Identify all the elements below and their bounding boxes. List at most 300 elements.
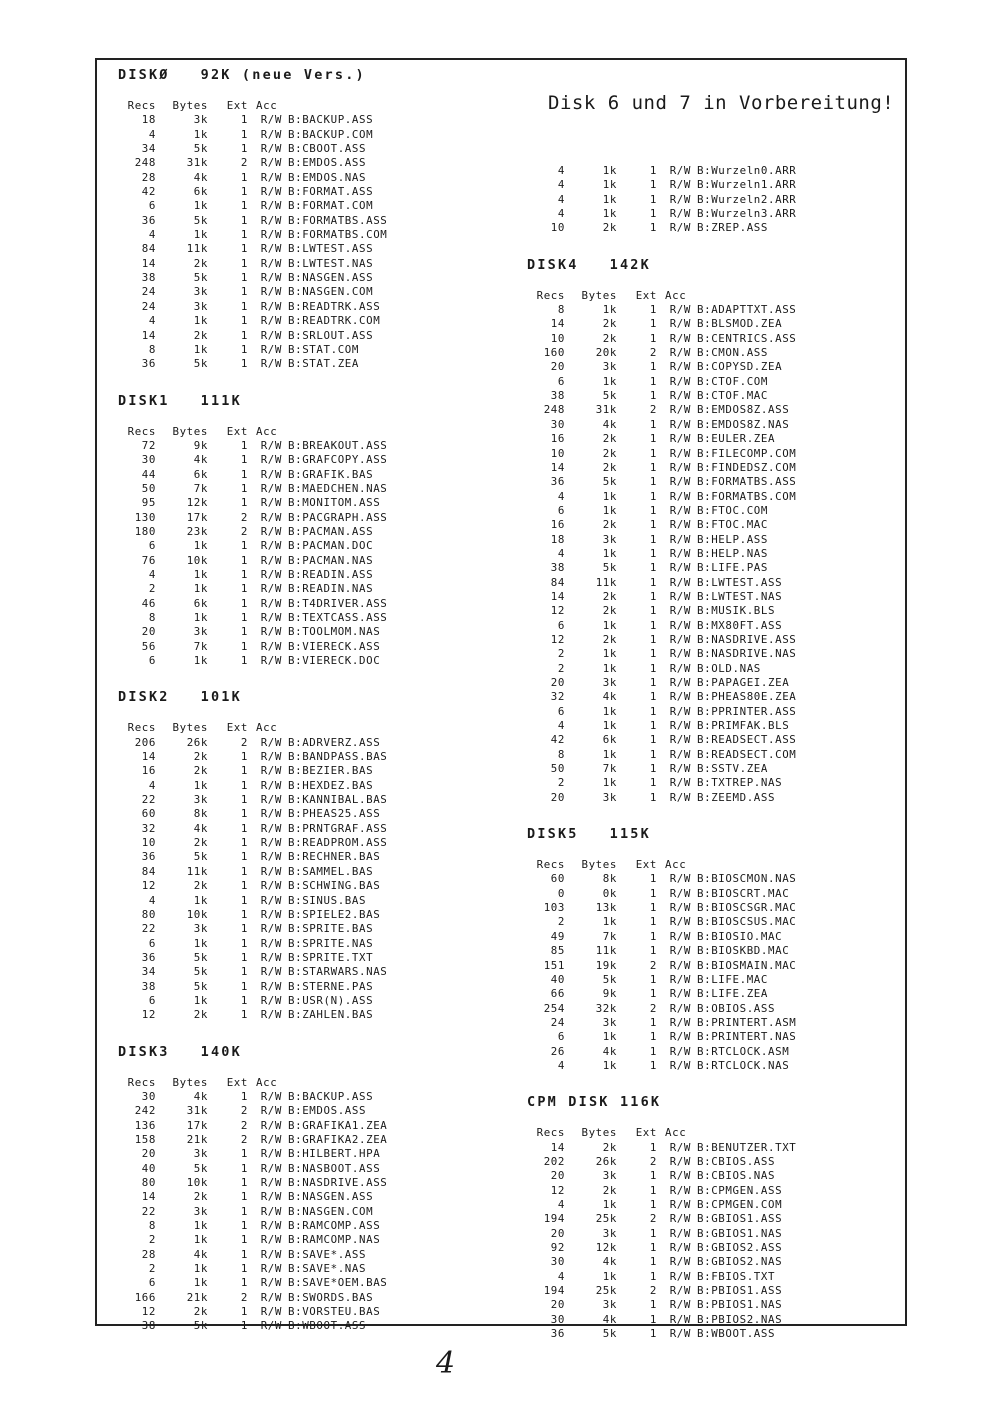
ext-cell: 2: [649, 346, 657, 360]
filename-cell: B:GRAFIK.BAS: [288, 467, 374, 481]
recs-cell: 4: [557, 489, 565, 503]
bytes-cell: 1k: [602, 192, 617, 206]
filename-cell: B:NASDRIVE.NAS: [697, 647, 797, 661]
recs-cell: 12: [550, 632, 565, 646]
file-row: [527, 346, 907, 360]
ext-cell: 1: [240, 1176, 248, 1189]
ext-cell: 1: [649, 1140, 657, 1154]
acc-cell: R/W: [669, 762, 691, 776]
acc-cell: R/W: [669, 589, 691, 603]
filename-cell: B:WBOOT.ASS: [697, 1327, 776, 1341]
bytes-cell: 1k: [602, 1197, 617, 1211]
filename-cell: B:NASBOOT.ASS: [288, 1161, 381, 1175]
recs-cell: 49: [550, 929, 565, 943]
acc-cell: R/W: [669, 1327, 691, 1341]
header-bytes: Bytes: [581, 288, 617, 302]
column-header: [527, 289, 907, 303]
file-row: [118, 582, 438, 596]
notice-text: Disk 6 und 7 in Vorbereitung!: [548, 92, 895, 114]
recs-cell: 6: [557, 704, 565, 718]
acc-cell: R/W: [669, 676, 691, 689]
file-row: [527, 719, 907, 733]
ext-cell: 1: [240, 481, 248, 495]
acc-cell: R/W: [260, 1176, 282, 1189]
file-row: [527, 590, 907, 604]
recs-cell: 38: [550, 561, 565, 575]
filename-cell: B:ADRVERZ.ASS: [288, 735, 381, 749]
filename-cell: B:PRNTGRAF.ASS: [288, 821, 388, 835]
recs-cell: 130: [134, 510, 156, 524]
acc-cell: R/W: [260, 1190, 282, 1204]
acc-cell: R/W: [669, 178, 691, 192]
recs-cell: 32: [141, 821, 156, 835]
acc-cell: R/W: [260, 1233, 282, 1247]
filename-cell: B:FORMATBS.COM: [697, 489, 797, 503]
recs-cell: 24: [141, 285, 156, 299]
column-header: [118, 721, 438, 735]
header-acc: Acc: [256, 99, 278, 112]
file-row: [118, 128, 438, 142]
filename-cell: B:BENUTZER.TXT: [697, 1140, 797, 1154]
acc-cell: R/W: [669, 618, 691, 632]
header-acc: Acc: [256, 424, 278, 438]
filename-cell: B:READSECT.COM: [697, 747, 797, 761]
file-row: [527, 705, 907, 719]
recs-cell: 40: [141, 1161, 156, 1175]
file-row: [527, 164, 907, 178]
filename-cell: B:CPMGEN.COM: [697, 1197, 783, 1211]
bytes-cell: 6k: [193, 185, 208, 199]
filename-cell: B:RAMCOMP.NAS: [288, 1233, 381, 1247]
file-row: [118, 156, 438, 170]
file-row: [118, 525, 438, 539]
file-row: [118, 865, 438, 879]
header-bytes: Bytes: [172, 424, 208, 438]
ext-cell: 1: [649, 432, 657, 446]
acc-cell: R/W: [669, 747, 691, 761]
recs-cell: 14: [141, 750, 156, 764]
acc-cell: R/W: [669, 432, 691, 446]
bytes-cell: 3k: [602, 532, 617, 546]
bytes-cell: 2k: [193, 750, 208, 764]
page-number: 4: [436, 1346, 456, 1381]
file-row: [527, 461, 907, 475]
file-row: [118, 836, 438, 850]
file-row: [527, 403, 907, 417]
acc-cell: R/W: [669, 690, 691, 704]
filename-cell: B:MONITOM.ASS: [288, 496, 381, 510]
acc-cell: R/W: [669, 886, 691, 900]
ext-cell: 1: [240, 850, 248, 864]
ext-cell: 1: [240, 328, 248, 342]
file-row: [527, 504, 907, 518]
bytes-cell: 4k: [602, 690, 617, 704]
recs-cell: 80: [141, 1176, 156, 1189]
recs-cell: 194: [543, 1212, 565, 1226]
file-row: [118, 539, 438, 553]
bytes-cell: 1k: [602, 207, 617, 221]
file-row: [118, 199, 438, 213]
recs-cell: 6: [148, 936, 156, 950]
ext-cell: 1: [649, 207, 657, 221]
recs-cell: 60: [141, 807, 156, 821]
filename-cell: B:GRAFIKA1.ZEA: [288, 1118, 388, 1132]
recs-cell: 4: [557, 1058, 565, 1072]
bytes-cell: 1k: [193, 936, 208, 950]
recs-cell: 242: [134, 1104, 156, 1118]
bytes-cell: 3k: [193, 113, 208, 127]
file-row: [118, 1319, 438, 1333]
acc-cell: R/W: [669, 1183, 691, 1197]
recs-cell: 4: [148, 228, 156, 242]
bytes-cell: 5k: [193, 1319, 208, 1333]
header-ext: Ext: [635, 288, 657, 302]
ext-cell: 1: [649, 604, 657, 618]
ext-cell: 1: [240, 836, 248, 850]
bytes-cell: 5k: [193, 1161, 208, 1175]
bytes-cell: 2k: [193, 764, 208, 778]
ext-cell: 1: [240, 864, 248, 878]
filename-cell: B:MUSIK.BLS: [697, 604, 776, 618]
recs-cell: 84: [141, 242, 156, 256]
ext-cell: 1: [240, 1219, 248, 1233]
bytes-cell: 2k: [193, 328, 208, 342]
recs-cell: 66: [550, 987, 565, 1001]
recs-cell: 40: [550, 972, 565, 986]
bytes-cell: 1k: [602, 546, 617, 560]
ext-cell: 1: [240, 185, 248, 199]
recs-cell: 14: [550, 317, 565, 331]
filename-cell: B:BIOSCMON.NAS: [697, 872, 797, 886]
acc-cell: R/W: [669, 632, 691, 646]
ext-cell: 2: [240, 524, 248, 538]
filename-cell: B:PACGRAPH.ASS: [288, 510, 388, 524]
recs-cell: 4: [557, 207, 565, 221]
acc-cell: R/W: [669, 575, 691, 589]
ext-cell: 2: [649, 1001, 657, 1015]
acc-cell: R/W: [669, 872, 691, 886]
acc-cell: R/W: [260, 993, 282, 1007]
recs-cell: 6: [148, 539, 156, 553]
ext-cell: 1: [649, 690, 657, 704]
filename-cell: B:READSECT.ASS: [697, 733, 797, 747]
acc-cell: R/W: [669, 733, 691, 747]
file-row: [527, 547, 907, 561]
ext-cell: 1: [649, 1269, 657, 1283]
recs-cell: 14: [141, 1190, 156, 1204]
acc-cell: R/W: [260, 496, 282, 510]
file-row: [118, 793, 438, 807]
filename-cell: B:SAVE*.ASS: [288, 1247, 367, 1261]
filename-cell: B:RTCLOCK.NAS: [697, 1058, 790, 1072]
acc-cell: R/W: [260, 1319, 282, 1333]
ext-cell: 2: [649, 1284, 657, 1298]
ext-cell: 2: [240, 1132, 248, 1146]
bytes-cell: 5k: [602, 561, 617, 575]
ext-cell: 1: [240, 907, 248, 921]
file-row: [118, 511, 438, 525]
filename-cell: B:HILBERT.HPA: [288, 1147, 381, 1161]
ext-cell: 1: [649, 589, 657, 603]
acc-cell: R/W: [669, 374, 691, 388]
bytes-cell: 11k: [186, 864, 208, 878]
top-spacer: [527, 94, 907, 164]
filename-cell: B:TOOLMOM.NAS: [288, 625, 381, 639]
bytes-cell: 3k: [602, 1015, 617, 1029]
acc-cell: R/W: [260, 821, 282, 835]
ext-cell: 1: [240, 142, 248, 156]
recs-cell: 12: [141, 879, 156, 893]
filename-cell: B:PBIOS1.ASS: [697, 1284, 783, 1298]
bytes-cell: 12k: [186, 496, 208, 510]
acc-cell: R/W: [260, 1161, 282, 1175]
filename-cell: B:PRINTERT.NAS: [697, 1030, 797, 1044]
filename-cell: B:ADAPTTXT.ASS: [697, 303, 797, 317]
acc-cell: R/W: [260, 328, 282, 342]
acc-cell: R/W: [260, 836, 282, 850]
filename-cell: B:BANDPASS.BAS: [288, 750, 388, 764]
ext-cell: 1: [649, 374, 657, 388]
bytes-cell: 6k: [602, 733, 617, 747]
acc-cell: R/W: [669, 647, 691, 661]
acc-cell: R/W: [669, 503, 691, 517]
ext-cell: 2: [649, 1154, 657, 1168]
ext-cell: 1: [649, 1015, 657, 1029]
filename-cell: B:SPRITE.BAS: [288, 922, 374, 936]
recs-cell: 38: [141, 1319, 156, 1333]
filename-cell: B:STARWARS.NAS: [288, 965, 388, 979]
ext-cell: 1: [649, 561, 657, 575]
ext-cell: 1: [649, 575, 657, 589]
bytes-cell: 1k: [193, 539, 208, 553]
acc-cell: R/W: [669, 192, 691, 206]
filename-cell: B:NASGEN.ASS: [288, 271, 374, 285]
acc-cell: R/W: [260, 213, 282, 227]
recs-cell: 4: [557, 1269, 565, 1283]
bytes-cell: 23k: [186, 524, 208, 538]
recs-cell: 6: [148, 199, 156, 213]
filename-cell: B:FORMATBS.ASS: [697, 475, 797, 489]
filename-cell: B:STAT.COM: [288, 342, 360, 356]
file-row: [118, 736, 438, 750]
bytes-cell: 7k: [602, 929, 617, 943]
file-row: [527, 221, 907, 235]
filename-cell: B:LIFE.MAC: [697, 972, 769, 986]
file-row: [527, 872, 907, 886]
recs-cell: 6: [148, 993, 156, 1007]
filename-cell: B:EMDOS8Z.ASS: [697, 403, 790, 417]
recs-cell: 2: [148, 582, 156, 596]
header-bytes: Bytes: [172, 721, 208, 735]
ext-cell: 1: [649, 944, 657, 958]
recs-cell: 30: [141, 453, 156, 467]
ext-cell: 1: [649, 192, 657, 206]
recs-cell: 36: [550, 475, 565, 489]
acc-cell: R/W: [260, 1132, 282, 1146]
ext-cell: 1: [649, 489, 657, 503]
filename-cell: B:PACMAN.DOC: [288, 539, 374, 553]
header-bytes: Bytes: [172, 1075, 208, 1089]
filename-cell: B:BACKUP.ASS: [288, 113, 374, 127]
filename-cell: B:MX80FT.ASS: [697, 618, 783, 632]
ext-cell: 1: [240, 1319, 248, 1333]
bytes-cell: 3k: [193, 793, 208, 807]
bytes-cell: 3k: [602, 1226, 617, 1240]
acc-cell: R/W: [260, 1305, 282, 1319]
ext-cell: 1: [649, 676, 657, 689]
filename-cell: B:EMDOS8Z.NAS: [697, 417, 790, 431]
bytes-cell: 4k: [193, 1089, 208, 1103]
acc-cell: R/W: [260, 438, 282, 452]
acc-cell: R/W: [260, 625, 282, 639]
recs-cell: 4: [557, 1197, 565, 1211]
right-column: [527, 94, 907, 1341]
file-row: [527, 1298, 907, 1312]
recs-cell: 6: [148, 654, 156, 668]
filename-cell: B:LWTEST.NAS: [697, 589, 783, 603]
filename-cell: B:FINDEDSZ.COM: [697, 460, 797, 474]
acc-cell: R/W: [260, 922, 282, 936]
acc-cell: R/W: [260, 864, 282, 878]
ext-cell: 1: [240, 539, 248, 553]
bytes-cell: 1k: [602, 1269, 617, 1283]
recs-cell: 22: [141, 922, 156, 936]
acc-cell: R/W: [669, 446, 691, 460]
file-row: [118, 554, 438, 568]
bytes-cell: 1k: [193, 567, 208, 581]
file-row: [527, 1002, 907, 1016]
acc-cell: R/W: [260, 539, 282, 553]
file-row: [118, 822, 438, 836]
file-row: [527, 901, 907, 915]
recs-cell: 95: [141, 496, 156, 510]
filename-cell: B:BIOSMAIN.MAC: [697, 958, 797, 972]
acc-cell: R/W: [260, 142, 282, 156]
acc-cell: R/W: [669, 1255, 691, 1269]
ext-cell: 1: [240, 936, 248, 950]
bytes-cell: 1k: [602, 303, 617, 317]
file-row: [527, 1227, 907, 1241]
column-header: [527, 858, 907, 872]
file-row: [118, 611, 438, 625]
acc-cell: R/W: [260, 1147, 282, 1161]
section-gap: [118, 1023, 438, 1043]
ext-cell: 1: [649, 446, 657, 460]
filename-cell: B:READIN.ASS: [288, 567, 374, 581]
recs-cell: 10: [141, 836, 156, 850]
bytes-cell: 25k: [595, 1284, 617, 1298]
ext-cell: 1: [649, 178, 657, 192]
bytes-cell: 5k: [193, 979, 208, 993]
bytes-cell: 2k: [193, 836, 208, 850]
bytes-cell: 10k: [186, 1176, 208, 1189]
file-row: [118, 214, 438, 228]
ext-cell: 1: [240, 1276, 248, 1290]
ext-cell: 1: [240, 228, 248, 242]
file-row: [527, 762, 907, 776]
bytes-cell: 2k: [602, 331, 617, 345]
ext-cell: 1: [240, 979, 248, 993]
acc-cell: R/W: [669, 360, 691, 374]
acc-cell: R/W: [669, 207, 691, 221]
ext-cell: 1: [649, 1226, 657, 1240]
header-ext: Ext: [226, 99, 248, 112]
file-row: [118, 764, 438, 778]
disk-title: DISK3 140K: [118, 1043, 242, 1060]
recs-cell: 36: [141, 213, 156, 227]
recs-cell: 2: [557, 776, 565, 790]
acc-cell: R/W: [260, 1290, 282, 1304]
bytes-cell: 8k: [193, 807, 208, 821]
ext-cell: 1: [649, 532, 657, 546]
file-row: [527, 791, 907, 805]
disk-title: DISKØ 92K (neue Vers.): [118, 67, 366, 83]
acc-cell: R/W: [669, 790, 691, 804]
filename-cell: B:ZAHLEN.BAS: [288, 1008, 374, 1022]
column-header: [118, 425, 438, 439]
acc-cell: R/W: [669, 460, 691, 474]
file-row: [527, 1313, 907, 1327]
recs-cell: 2: [148, 1233, 156, 1247]
ext-cell: 1: [240, 1262, 248, 1276]
bytes-cell: 1k: [193, 1219, 208, 1233]
header-recs: Recs: [127, 721, 156, 735]
recs-cell: 20: [141, 625, 156, 639]
file-row: [527, 887, 907, 901]
file-row: [527, 561, 907, 575]
filename-cell: B:NASGEN.ASS: [288, 1190, 374, 1204]
ext-cell: 1: [649, 929, 657, 943]
recs-cell: 72: [141, 438, 156, 452]
disk-title: DISK5 115K: [527, 826, 651, 843]
recs-cell: 4: [557, 178, 565, 192]
recs-cell: 4: [557, 164, 565, 177]
recs-cell: 16: [550, 432, 565, 446]
ext-cell: 1: [649, 417, 657, 431]
bytes-cell: 31k: [186, 156, 208, 170]
recs-cell: 206: [134, 735, 156, 749]
ext-cell: 1: [240, 314, 248, 328]
ext-cell: 1: [649, 747, 657, 761]
recs-cell: 30: [550, 1255, 565, 1269]
acc-cell: R/W: [260, 199, 282, 213]
acc-cell: R/W: [669, 417, 691, 431]
acc-cell: R/W: [260, 256, 282, 270]
ext-cell: 1: [649, 719, 657, 733]
recs-cell: 38: [141, 271, 156, 285]
file-row: [118, 1262, 438, 1276]
bytes-cell: 5k: [193, 357, 208, 371]
file-row: [118, 1162, 438, 1176]
recs-cell: 16: [141, 764, 156, 778]
file-row: [118, 300, 438, 314]
file-row: [118, 937, 438, 951]
filename-cell: B:EMDOS.ASS: [288, 1104, 367, 1118]
filename-cell: B:Wurzeln3.ARR: [697, 207, 797, 221]
filename-cell: B:STERNE.PAS: [288, 979, 374, 993]
recs-cell: 180: [134, 524, 156, 538]
file-row: [118, 357, 438, 371]
acc-cell: R/W: [669, 1169, 691, 1183]
filename-cell: B:VIERECK.DOC: [288, 654, 381, 668]
acc-cell: R/W: [260, 1262, 282, 1276]
bytes-cell: 1k: [602, 164, 617, 177]
acc-cell: R/W: [260, 1276, 282, 1290]
file-row: [527, 1141, 907, 1155]
disk-section: [118, 66, 438, 372]
recs-cell: 136: [134, 1118, 156, 1132]
acc-cell: R/W: [669, 1140, 691, 1154]
